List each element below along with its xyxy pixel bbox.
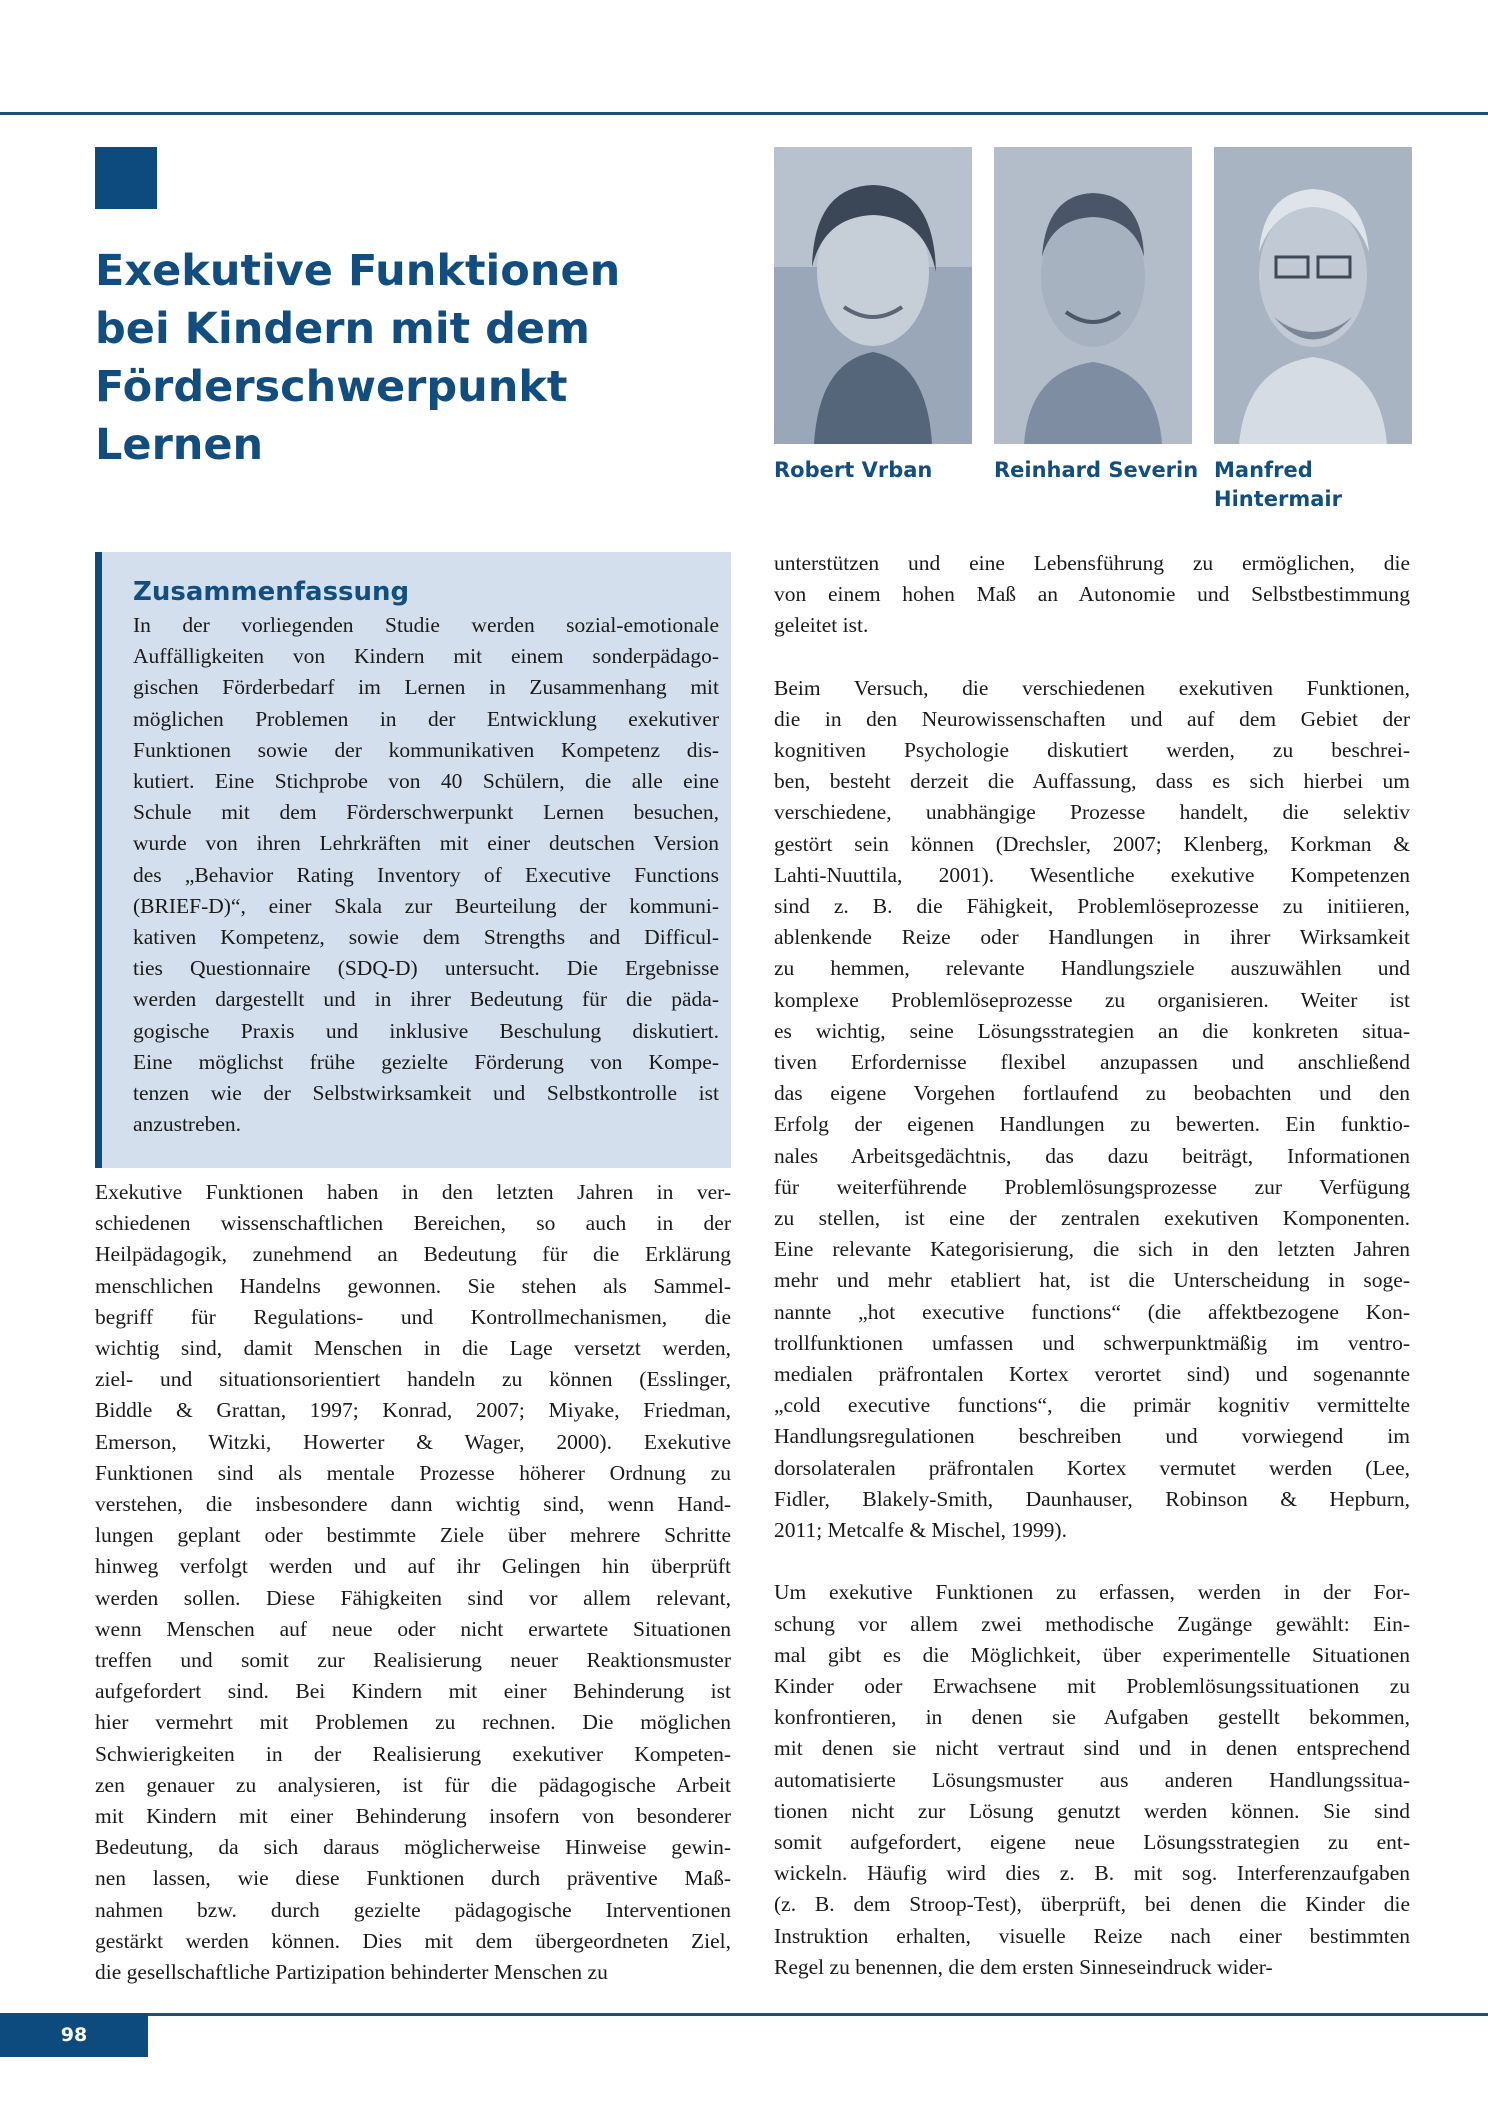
text-line: ties Questionnaire (SDQ-D) untersucht. Die Ergebnisse	[133, 956, 719, 981]
text-line: ziel- und situationsorientiert handeln zu können (Esslinger,	[95, 1367, 731, 1392]
text-line: zu stellen, ist eine der zentralen exekutiven Komponenten.	[774, 1206, 1410, 1231]
text-line: verschiedene, unabhängige Prozesse handelt, die selektiv	[774, 800, 1410, 825]
text-line: Bedeutung, da sich daraus möglicherweise Hinweise gewin-	[95, 1835, 731, 1860]
text-line: wenn Menschen auf neue oder nicht erwartete Situationen	[95, 1616, 731, 1641]
text-line: gestärkt werden können. Dies mit dem übergeordneten Ziel,	[95, 1928, 731, 1953]
text-line: ablenkende Reize oder Handlungen in ihrer Wirksamkeit	[774, 925, 1410, 950]
author-name-line: Reinhard Severin	[994, 458, 1199, 482]
text-line: werden sollen. Diese Fähigkeiten sind vor allem relevant,	[95, 1585, 731, 1610]
text-line: nahmen bzw. durch gezielte pädagogische Interventionen	[95, 1897, 731, 1922]
text-line: Heilpädagogik, zunehmend an Bedeutung für die Erklärung	[95, 1242, 731, 1267]
text-line: menschlichen Handelns gewonnen. Sie stehen als Sammel-	[95, 1273, 731, 1298]
text-line: Kinder oder Erwachsene mit Problemlösungssituationen zu	[774, 1673, 1410, 1698]
text-line: aufgefordert sind. Bei Kindern mit einer Behinderung ist	[95, 1679, 731, 1704]
text-line: möglichen Problemen in der Entwicklung exekutiver	[133, 706, 719, 731]
author-photo	[774, 147, 972, 444]
author-name-line: Robert Vrban	[774, 458, 933, 482]
text-line: Eine möglichst frühe gezielte Förderung von Kompe-	[133, 1049, 719, 1074]
text-line: trollfunktionen umfassen und schwerpunktmäßig im ventro-	[774, 1330, 1410, 1355]
left-column	[95, 1177, 731, 1988]
text-line: kativen Kompetenz, sowie dem Strengths and Difficul-	[133, 925, 719, 950]
text-line: 2011; Metcalfe & Mischel, 1999).	[774, 1518, 1067, 1543]
text-line: ben, besteht derzeit die Auffassung, dass es sich hierbei um	[774, 769, 1410, 794]
text-line: das eigene Vorgehen fortlaufend zu beobachten und den	[774, 1081, 1410, 1106]
text-line: wichtig sind, damit Menschen in die Lage versetzt werden,	[95, 1336, 731, 1361]
text-line: verstehen, die insbesondere dann wichtig sind, wenn Hand-	[95, 1492, 731, 1517]
text-line: die gesellschaftliche Partizipation behinderter Menschen zu	[95, 1960, 608, 1985]
author-photo	[994, 147, 1192, 444]
text-line: somit aufgefordert, eigene neue Lösungsstrategien zu ent-	[774, 1829, 1410, 1854]
text-line: nen lassen, wie diese Funktionen durch präventive Maß-	[95, 1866, 731, 1891]
text-line: schiedenen wissenschaftlichen Bereichen, so auch in der	[95, 1211, 731, 1236]
text-line: mal gibt es die Möglichkeit, über experimentelle Situationen	[774, 1642, 1410, 1667]
paragraph	[774, 673, 1410, 1547]
author-card	[774, 147, 972, 485]
text-line: treffen und somit zur Realisierung neuer Reaktionsmuster	[95, 1648, 731, 1673]
text-line: gogische Praxis und inklusive Beschulung diskutiert.	[133, 1018, 719, 1043]
text-line: Funktionen sowie der kommunikativen Kompetenz dis-	[133, 737, 719, 762]
paragraph-gap	[774, 1546, 1410, 1577]
text-line: unterstützen und eine Lebensführung zu ermöglichen, die	[774, 551, 1410, 575]
text-line: geleitet ist.	[774, 613, 869, 638]
paragraph-gap	[774, 642, 1410, 673]
paragraph	[774, 1577, 1410, 1983]
text-line: hier vermehrt mit Problemen zu rechnen. Die möglichen	[95, 1710, 731, 1735]
text-line: (BRIEF-D)“, einer Skala zur Beurteilung der kommuni-	[133, 893, 719, 918]
text-line: begriff für Regulations- und Kontrollmechanismen, die	[95, 1304, 731, 1329]
abstract-heading: Zusammenfassung	[133, 577, 410, 607]
text-line: Exekutive Funktionen haben in den letzten Jahren in ver-	[95, 1180, 731, 1204]
text-line: Auffälligkeiten von Kindern mit einem sonderpädago-	[133, 644, 719, 669]
text-line: mit denen sie nicht vertraut sind und in denen entsprechend	[774, 1736, 1410, 1761]
text-line: werden dargestellt und in ihrer Bedeutung für die päda-	[133, 987, 719, 1012]
text-line: Schwierigkeiten in der Realisierung exekutiver Kompeten-	[95, 1741, 731, 1766]
author-name-line: Hintermair	[1214, 487, 1342, 511]
text-line: sind z. B. die Fähigkeit, Problemlöseprozesse zu initiieren,	[774, 894, 1410, 919]
text-line: für weiterführende Problemlösungsprozesse zur Verfügung	[774, 1174, 1410, 1199]
text-line: hinweg verfolgt werden und auf ihr Gelingen hin überprüft	[95, 1554, 731, 1579]
text-line: nannte „hot executive functions“ (die affektbezogene Kon-	[774, 1299, 1410, 1324]
text-line: mit Kindern mit einer Behinderung insofern von besonderer	[95, 1804, 731, 1829]
text-line: wurde von ihren Lehrkräften mit einer deutschen Version	[133, 831, 719, 856]
text-line: Um exekutive Funktionen zu erfassen, werden in der For-	[774, 1580, 1410, 1605]
author-name	[1214, 456, 1412, 514]
text-line: In der vorliegenden Studie werden sozial-emotionale	[133, 613, 719, 637]
right-column	[774, 548, 1410, 1983]
page-number: 98	[0, 2013, 148, 2057]
article-title	[95, 242, 715, 474]
text-line: schung vor allem zwei methodische Zugänge gewählt: Ein-	[774, 1611, 1410, 1636]
text-line: „cold executive functions“, die primär kognitiv vermittelte	[774, 1393, 1410, 1418]
text-line: Lahti-Nuuttila, 2001). Wesentliche exekutive Kompetenzen	[774, 862, 1410, 887]
text-line: mehr und mehr etabliert hat, ist die Unterscheidung in soge-	[774, 1268, 1410, 1293]
text-line: Handlungsregulationen beschreiben und vorwiegend im	[774, 1424, 1410, 1449]
text-line: Erfolg der eigenen Handlungen zu bewerten. Ein funktio-	[774, 1112, 1410, 1137]
text-line: Instruktion erhalten, visuelle Reize nach einer bestimmten	[774, 1923, 1410, 1948]
text-line: komplexe Problemlöseprozesse zu organisieren. Weiter ist	[774, 987, 1410, 1012]
text-line: medialen präfrontalen Kortex verortet sind) und sogenannte	[774, 1362, 1410, 1387]
text-line: nales Arbeitsgedächtnis, das dazu beiträgt, Informationen	[774, 1143, 1410, 1168]
text-line: automatisierte Lösungsmuster aus anderen Handlungssitua-	[774, 1767, 1410, 1792]
text-line: anzustreben.	[133, 1112, 242, 1137]
section-marker	[95, 147, 157, 209]
text-line: dorsolateralen präfrontalen Kortex vermutet werden (Lee,	[774, 1455, 1410, 1480]
author-photo	[1214, 147, 1412, 444]
text-line: kutiert. Eine Stichprobe von 40 Schülern, die alle eine	[133, 769, 719, 794]
text-line: tenzen wie der Selbstwirksamkeit und Selbstkontrolle ist	[133, 1081, 719, 1106]
text-line: (z. B. dem Stroop-Test), überprüft, bei denen die Kinder die	[774, 1892, 1410, 1917]
title-line: Förderschwerpunkt	[95, 362, 568, 412]
text-line: Emerson, Witzki, Howerter & Wager, 2000). Exekutive	[95, 1429, 731, 1454]
text-line: es wichtig, seine Lösungsstrategien an die konkreten situa-	[774, 1018, 1410, 1043]
text-line: Funktionen sind als mentale Prozesse höherer Ordnung zu	[95, 1460, 731, 1485]
author-name	[994, 456, 1199, 485]
text-line: Regel zu benennen, die dem ersten Sinneseindruck wider-	[774, 1954, 1273, 1979]
abstract-box	[95, 552, 731, 1168]
text-line: Schule mit dem Förderschwerpunkt Lernen besuchen,	[133, 800, 719, 825]
text-line: Fidler, Blakely-Smith, Daunhauser, Robinson & Hepburn,	[774, 1486, 1410, 1511]
text-line: des „Behavior Rating Inventory of Executive Functions	[133, 862, 719, 887]
text-line: Biddle & Grattan, 1997; Konrad, 2007; Miyake, Friedman,	[95, 1398, 731, 1423]
paragraph	[774, 548, 1410, 642]
text-line: tiven Erfordernisse flexibel anzupassen und anschließend	[774, 1050, 1410, 1075]
text-line: Eine relevante Kategorisierung, die sich in den letzten Jahren	[774, 1237, 1410, 1262]
bottom-rule	[0, 2013, 1488, 2016]
author-card	[994, 147, 1199, 485]
text-line: tionen nicht zur Lösung genutzt werden können. Sie sind	[774, 1798, 1410, 1823]
title-line: Exekutive Funktionen	[95, 246, 621, 296]
text-line: kognitiven Psychologie diskutiert werden, zu beschrei-	[774, 738, 1410, 763]
author-name	[774, 456, 972, 485]
abstract-text	[133, 610, 719, 1140]
author-card	[1214, 147, 1412, 514]
text-line: zen genauer zu analysieren, ist für die pädagogische Arbeit	[95, 1772, 731, 1797]
text-line: wickeln. Häufig wird dies z. B. mit sog. Interferenzaufgaben	[774, 1861, 1410, 1886]
text-line: Beim Versuch, die verschiedenen exekutiven Funktionen,	[774, 675, 1410, 700]
title-line: Lernen	[95, 420, 264, 470]
text-line: gischen Förderbedarf im Lernen in Zusammenhang mit	[133, 675, 719, 700]
text-line: die in den Neurowissenschaften und auf dem Gebiet der	[774, 706, 1410, 731]
text-line: lungen geplant oder bestimmte Ziele über mehrere Schritte	[95, 1523, 731, 1548]
text-line: von einem hohen Maß an Autonomie und Selbstbestimmung	[774, 582, 1410, 607]
text-line: gestört sein können (Drechsler, 2007; Klenberg, Korkman &	[774, 831, 1410, 856]
text-line: zu hemmen, relevante Handlungsziele auszuwählen und	[774, 956, 1410, 981]
author-name-line: Manfred	[1214, 458, 1313, 482]
text-line: konfrontieren, in denen sie Aufgaben gestellt bekommen,	[774, 1705, 1410, 1730]
title-line: bei Kindern mit dem	[95, 304, 590, 354]
top-rule	[0, 112, 1488, 115]
